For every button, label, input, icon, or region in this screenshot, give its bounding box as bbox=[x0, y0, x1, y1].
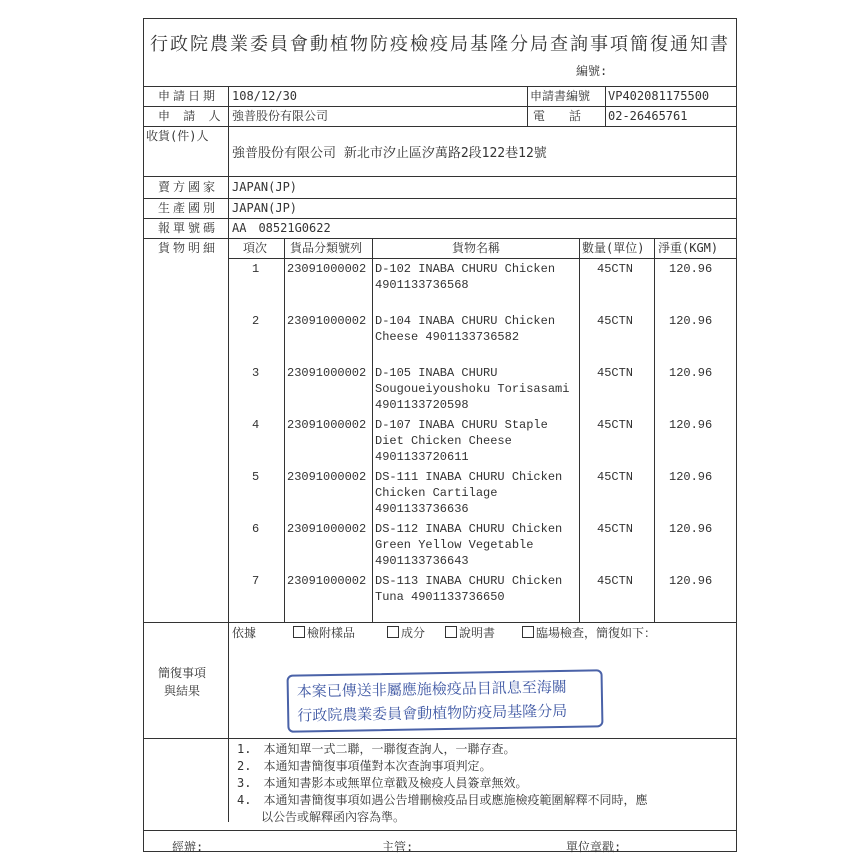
checkbox-ingredients bbox=[387, 626, 425, 641]
application-number-value: VP402081175500 bbox=[608, 89, 710, 103]
seller-country-value: JAPAN(JP) bbox=[232, 180, 298, 194]
rule bbox=[143, 238, 737, 239]
checkbox-onsite-inspection bbox=[522, 626, 656, 641]
row-item-no: 5 bbox=[252, 470, 260, 484]
checkbox-label: 成分 bbox=[401, 626, 426, 640]
rule bbox=[143, 106, 737, 107]
row-goods-name: DS-111 INABA CHURU Chicken Chicken Cartilage 4901133736636 bbox=[375, 470, 563, 516]
reply-section-label-line2: 與結果 bbox=[164, 684, 201, 698]
note-item: 4. 本通知書簡復事項如遇公告增刪檢疫品目或應施檢疫範圍解釋不同時，應 bbox=[237, 793, 648, 807]
basis-label: 依據 bbox=[232, 626, 257, 640]
row-item-no: 1 bbox=[252, 262, 260, 276]
consignee-value: 強普股份有限公司 新北市汐止區汐萬路2段122巷12號 bbox=[232, 146, 547, 161]
row-item-no: 4 bbox=[252, 418, 260, 432]
checkbox-label: 臨場檢查，簡復如下： bbox=[536, 626, 657, 640]
rule bbox=[527, 86, 528, 126]
row-goods-name: DS-113 INABA CHURU Chicken Tuna 4901133736650 bbox=[375, 574, 563, 604]
supervisor-label: 主管: bbox=[382, 840, 414, 854]
rule bbox=[143, 738, 737, 739]
application-number-label: 申請書編號 bbox=[530, 89, 591, 103]
goods-details-label: 貨物明細 bbox=[158, 241, 219, 255]
customs-number-label: 報單號碼 bbox=[158, 221, 219, 235]
row-goods-name: D-104 INABA CHURU Chicken Cheese 4901133736582 bbox=[375, 314, 556, 344]
row-code: 23091000002 bbox=[287, 418, 367, 432]
row-item-no: 7 bbox=[252, 574, 260, 588]
row-goods-name: D-107 INABA CHURU Staple Diet Chicken Cheese 4901133720611 bbox=[375, 418, 548, 464]
row-net-weight: 120.96 bbox=[669, 366, 713, 380]
applicant-label: 申 請 人 bbox=[158, 109, 224, 123]
checkbox-sample bbox=[293, 626, 355, 641]
rule bbox=[284, 238, 285, 622]
note-item: 以公告或解釋函內容為準。 bbox=[237, 810, 406, 824]
stamp-line1: 本案已傳送非屬應施檢疫品目訊息至海關 bbox=[296, 677, 567, 701]
rule bbox=[605, 86, 606, 126]
row-net-weight: 120.96 bbox=[669, 262, 713, 276]
column-header-quantity: 數量(單位) bbox=[582, 241, 645, 255]
official-stamp bbox=[287, 669, 604, 733]
rule bbox=[143, 86, 737, 87]
row-code: 23091000002 bbox=[287, 366, 367, 380]
rule bbox=[143, 198, 737, 199]
origin-country-value: JAPAN(JP) bbox=[232, 201, 298, 215]
row-net-weight: 120.96 bbox=[669, 418, 713, 432]
row-net-weight: 120.96 bbox=[669, 522, 713, 536]
checkbox-icon bbox=[387, 626, 399, 638]
rule bbox=[143, 126, 737, 127]
row-net-weight: 120.96 bbox=[669, 314, 713, 328]
column-header-net-weight: 淨重(KGM) bbox=[658, 241, 719, 255]
note-item: 1. 本通知單一式二聯，一聯復查詢人，一聯存查。 bbox=[237, 742, 516, 756]
rule bbox=[228, 86, 229, 822]
number-label: 編號: bbox=[576, 64, 608, 78]
customs-number-value: AA 08521G0622 bbox=[232, 221, 331, 235]
column-header-item-no: 項次 bbox=[243, 241, 268, 255]
row-code: 23091000002 bbox=[287, 574, 367, 588]
date-label: 申請日期 bbox=[158, 89, 219, 103]
row-net-weight: 120.96 bbox=[669, 470, 713, 484]
row-quantity: 45CTN bbox=[597, 366, 634, 380]
rule bbox=[372, 238, 373, 622]
note-item: 3. 本通知書影本或無單位章戳及檢疫人員簽章無效。 bbox=[237, 776, 528, 790]
row-goods-name: D-102 INABA CHURU Chicken 4901133736568 bbox=[375, 262, 556, 292]
row-quantity: 45CTN bbox=[597, 262, 634, 276]
row-code: 23091000002 bbox=[287, 470, 367, 484]
row-quantity: 45CTN bbox=[597, 418, 634, 432]
checkbox-label: 檢附樣品 bbox=[307, 626, 356, 640]
applicant-value: 強普股份有限公司 bbox=[232, 109, 329, 123]
stamp-line2: 行政院農業委員會動植物防疫局基隆分局 bbox=[297, 701, 568, 725]
rule bbox=[143, 218, 737, 219]
row-item-no: 3 bbox=[252, 366, 260, 380]
seller-country-label: 賣方國家 bbox=[158, 180, 219, 194]
column-header-classification-code: 貨品分類號列 bbox=[290, 241, 363, 255]
row-item-no: 2 bbox=[252, 314, 260, 328]
row-item-no: 6 bbox=[252, 522, 260, 536]
checkbox-manual bbox=[445, 626, 495, 641]
note-item: 2. 本通知書簡復事項僅對本次查詢事項判定。 bbox=[237, 759, 492, 773]
rule bbox=[579, 238, 580, 622]
consignee-label: 收貨(件)人 bbox=[146, 129, 209, 143]
rule bbox=[143, 830, 737, 831]
row-quantity: 45CTN bbox=[597, 314, 634, 328]
row-quantity: 45CTN bbox=[597, 574, 634, 588]
checkbox-icon bbox=[445, 626, 457, 638]
rule bbox=[228, 258, 737, 259]
checkbox-icon bbox=[293, 626, 305, 638]
date-value: 108/12/30 bbox=[232, 89, 298, 103]
phone-value: 02-26465761 bbox=[608, 109, 688, 123]
rule bbox=[143, 176, 737, 177]
row-net-weight: 120.96 bbox=[669, 574, 713, 588]
row-quantity: 45CTN bbox=[597, 522, 634, 536]
row-goods-name: D-105 INABA CHURU Sougoueiyoushoku Torisasami 4901133720598 bbox=[375, 366, 570, 412]
row-goods-name: DS-112 INABA CHURU Chicken Green Yellow Vegetable 4901133736643 bbox=[375, 522, 563, 568]
document-title: 行政院農業委員會動植物防疫檢疫局基隆分局查詢事項簡復通知書 bbox=[150, 34, 730, 55]
origin-country-label: 生產國別 bbox=[158, 201, 219, 215]
checkbox-label: 說明書 bbox=[459, 626, 496, 640]
checkbox-icon bbox=[522, 626, 534, 638]
phone-label: 電 話 bbox=[533, 109, 582, 123]
reply-section-label-line1: 簡復事項 bbox=[158, 666, 207, 680]
handler-label: 經辦: bbox=[172, 840, 204, 854]
row-code: 23091000002 bbox=[287, 262, 367, 276]
row-code: 23091000002 bbox=[287, 522, 367, 536]
rule bbox=[143, 622, 737, 623]
column-header-goods-name: 貨物名稱 bbox=[452, 241, 501, 255]
row-code: 23091000002 bbox=[287, 314, 367, 328]
unit-seal-label: 單位章戳: bbox=[566, 840, 622, 854]
rule bbox=[654, 238, 655, 622]
notes-list bbox=[237, 741, 647, 826]
row-quantity: 45CTN bbox=[597, 470, 634, 484]
